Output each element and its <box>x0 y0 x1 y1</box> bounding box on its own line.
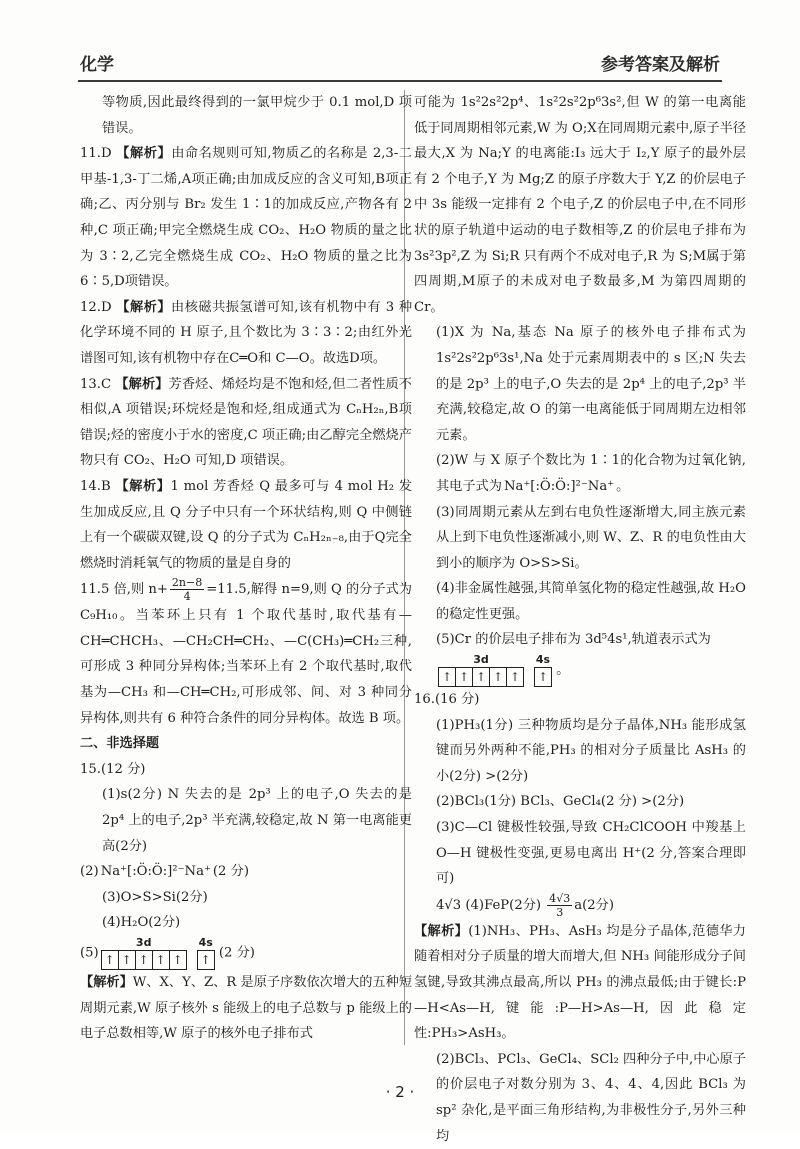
orbital-box-3d: ↑ <box>136 951 153 969</box>
body-text: (1)NH₃、PH₃、AsH₃ 均是分子晶体,范德华力随着相对分子质量的增大而增大,但 NH₃ 间能形成分子间氢键,导致其沸点最高,所以 PH₃ 的沸点最低;由于键长:P—H<As—H,键能:P—H>As—H,因此稳定性:PH₃>AsH₃。 <box>414 923 746 1042</box>
paragraph <box>414 90 746 320</box>
body-text: 16.(16 分) <box>414 692 480 708</box>
body-text: (4)H₂O(2分) <box>102 915 181 931</box>
paragraph <box>80 970 412 1047</box>
orbital-box-3d: ↑ <box>102 951 119 969</box>
orbital-group-3d <box>438 653 524 687</box>
orbital-label-3d: 3d <box>135 936 152 949</box>
paragraph <box>80 782 412 859</box>
paragraph <box>80 576 412 731</box>
analysis-tag: 【解析】 <box>80 975 133 990</box>
body-text: (2)BCl₃、PCl₃、GeCl₄、SCl₂ 四种分子中,中心原子的价层电子对数分别为 3、4、4、4,因此 BCl₃ 为 sp² 杂化,是平面三角形结构,为非极性分子,另外三种均 <box>436 1051 746 1144</box>
orbital-boxes-4s <box>534 667 552 687</box>
body-text: 由核磁共振氢谱可知,该有机物中有 3 种化学环境不同的 H 原子,且个数比为 3∶3∶2;由红外光谱图可知,该有机物中存在C═O和 C—O。故选D项。 <box>80 299 413 366</box>
section-title: 参考答案及解析 <box>601 55 720 75</box>
body-text: 由命名规则可知,物质乙的名称是 2,3-二甲基-1,3-丁二烯,A项正确;由加成反应的含义可知,B项正确;乙、丙分别与 Br₂ 发生 1∶1的加成反应,产物各有 2 种,C 项正确;甲完全燃烧生成 CO₂、H₂O 物质的量之比为 3∶2,乙完全燃烧生成 CO₂、H₂O 物质的量之比为 6∶5,D项错误。 <box>80 146 413 290</box>
paragraph <box>80 90 412 141</box>
orbital-diagram <box>101 936 215 970</box>
question-number: 12.D <box>80 299 117 315</box>
paragraph <box>414 653 746 687</box>
analysis-tag: 【解析】 <box>115 376 169 392</box>
body-text: (3)同周期元素从左到右电负性逐渐增大,同主族元素从上到下电负性逐渐减小,则 W、Z、R 的电负性由大到小的顺序为 O>S>Si。 <box>436 504 746 571</box>
score-text: (2 分) <box>214 945 255 961</box>
answer-text: (2)W 与 X 原子个数比为 1∶1的化合物为过氧化钠,其电子式为 <box>436 453 746 494</box>
body-text: (3)C—Cl 键极性较强,导致 CH₂ClCOOH 中羧基上 O—H 键极性变强,更易电离出 H⁺(2 分,答案合理即可) <box>436 820 746 887</box>
question-number: 11.D <box>80 146 117 162</box>
formula-text: =11.5,解得 n=9,则 Q 的分子式为 C₉H₁₀。当苯环上只有 1 个取代基时,取代基有—CH═CHCH₃、—CH₂CH═CH₂、—C(CH₃)═CH₂三种,可形成 3 种同分异构体;当苯环上有 2 个取代基时,取代基为—CH₃ 和—CH═CH₂,可形成邻、间、对 3 种同分异构体,则共有 6 种符合条件的同分异构体。故选 B 项。 <box>80 582 412 726</box>
section-heading: 二、非选择题 <box>80 736 160 752</box>
paragraph <box>414 789 746 815</box>
paragraph <box>414 448 746 499</box>
body-text: (1)PH₃(1分) 三种物质均是分子晶体,NH₃ 能形成氢键而另外两种不能,PH₃ 的相对分子质量比 AsH₃ 的小(2分) >(2分) <box>436 717 746 784</box>
fraction-denominator: 3 <box>556 905 564 919</box>
paragraph <box>414 500 746 577</box>
orbital-label-4s: 4s <box>198 936 213 949</box>
body-text: (5)Cr 的价层电子排布为 3d⁵4s¹,轨道表示式为 <box>436 632 711 648</box>
body-text: 15.(12 分) <box>80 761 146 777</box>
body-text: (3)O>S>Si(2分) <box>102 889 208 905</box>
paragraph <box>414 687 746 713</box>
paragraph <box>414 919 746 1047</box>
score-text: 。 <box>552 662 570 678</box>
paragraph <box>414 892 746 919</box>
orbital-box-3d: ↑ <box>490 668 507 686</box>
analysis-tag: 【解析】 <box>115 478 171 494</box>
fraction <box>547 892 572 919</box>
orbital-box-3d: ↑ <box>456 668 473 686</box>
paragraph <box>414 320 746 448</box>
body-text: W、X、Y、Z、R 是原子序数依次增大的五种短周期元素,W 原子核外 s 能级上的电子总数与 p 能级上的电子总数相等,W 原子的核外电子排布式 <box>80 975 413 1042</box>
body-text: 可能为 1s²2s²2p⁴、1s²2s²2p⁶3s²,但 W 的第一电离能低于同周期相邻元素,W 为 O;X在同周期元素中,原子半径最大,X 为 Na;Y 的电离能:I₃ 远大于 I₂,Y 原子的最外层有 2 个电子,Y 为 Mg;Z 的原子序数大于 Y,Z 的价层电子中 3s 能级一定排有 2 个电子,Z 的价层电子中,在不同形状的原子轨道中运动的电子数相等,Z 的价层电子排布为 3s²3p²,Z 为 Si;R 只有两个不成对电子,R 为 S;M属于第四周期,M原子的未成对电子数最多,M 为第四周期的 Cr。 <box>414 95 746 315</box>
answer-text: (5) <box>80 945 99 961</box>
orbital-box-3d: ↑ <box>509 670 521 685</box>
orbital-box-3d: ↑ <box>119 951 136 969</box>
orbital-box-3d: ↑ <box>172 953 183 967</box>
question-number: 4√3 <box>436 897 466 913</box>
orbital-box-3d: ↑ <box>439 668 456 686</box>
orbital-diagram <box>438 653 552 687</box>
right-column <box>414 90 746 1149</box>
question-number: 13.C <box>80 376 116 392</box>
paragraph <box>80 885 412 911</box>
body-text: (1)s(2分) N 失去的是 2p³ 上的电子,O 失去的是 2p⁴ 上的电子,2p³ 半充满,较稳定,故 N 第一电离能更高(2分) <box>102 787 412 854</box>
orbital-label-3d: 3d <box>473 653 489 667</box>
paragraph <box>80 757 412 783</box>
subject-title: 化学 <box>80 55 114 75</box>
orbital-box-3d: ↑ <box>473 668 490 686</box>
paragraph <box>80 936 412 970</box>
answer-text: (4)FeP(2分) <box>465 897 546 913</box>
fraction-numerator: 4√3 <box>549 891 571 905</box>
paragraph <box>414 576 746 627</box>
orbital-boxes-4s <box>197 950 215 970</box>
body-text: 1 mol 芳香烃 Q 最多可与 4 mol H₂ 发生加成反应,且 Q 分子中只有一个环状结构,则 Q 中侧链上有一个碳碳双键,设 Q 的分子式为 CₙH₂ₙ₋₈,由于Q完全燃烧时消耗氧气的物质的量是自身的 <box>80 478 412 571</box>
orbital-boxes-3d <box>438 667 524 687</box>
analysis-tag: 【解析】 <box>414 923 469 939</box>
body-text: (2)BCl₃(1分) BCl₃、GeCl₄(2 分) >(2分) <box>436 794 685 810</box>
orbital-group-4s <box>197 936 215 970</box>
body-text: 芳香烃、烯烃均是不饱和烃,但二者性质不相似,A 项错误;环烷烃是饱和烃,组成通式为 CₙH₂ₙ,B项错误;烃的密度小于水的密度,C 项正确;由乙醇完全燃烧产物只有 CO₂、H₂O 可知,D 项错误。 <box>80 376 412 469</box>
body-text: (1)X 为 Na,基态 Na 原子的核外电子排布式为 1s²2s²2p⁶3s¹,Na 处于元素周期表中的 s 区;N 失去的是 2p³ 上的电子,O 失去的是 2p⁴ 上的电子,2p³ 半充满,较稳定,故 O 的第一电离能低于同周期左边相邻元素。 <box>436 325 746 443</box>
orbital-boxes-3d <box>101 950 187 970</box>
paragraph <box>80 372 412 474</box>
analysis-tag: 【解析】 <box>116 299 172 315</box>
electron-formula: Na⁺[:Ö:Ö:]²⁻Na⁺ <box>100 864 211 880</box>
score-text: (2 分) <box>212 864 249 880</box>
orbital-box-4s: ↑ <box>200 953 211 967</box>
left-column <box>80 90 412 1047</box>
paragraph <box>80 859 412 885</box>
body-text: 等物质,因此最终得到的一氯甲烷少于 0.1 mol,D 项错误。 <box>102 95 412 136</box>
page-number: · 2 · <box>385 1083 415 1101</box>
analysis-tag: 【解析】 <box>116 146 172 162</box>
fraction <box>170 576 204 603</box>
paragraph <box>80 474 412 576</box>
score-text: 。 <box>616 478 630 494</box>
paragraph <box>414 815 746 892</box>
answer-text: (2) <box>80 864 99 880</box>
orbital-group-3d <box>101 936 187 970</box>
orbital-group-4s <box>534 653 552 687</box>
paragraph <box>414 713 746 790</box>
orbital-box-4s: ↑ <box>537 670 549 685</box>
paragraph <box>80 910 412 936</box>
orbital-box-3d: ↑ <box>153 951 170 969</box>
formula-text: 11.5 倍,则 n+ <box>80 582 168 598</box>
fraction-denominator: 4 <box>183 590 191 604</box>
paragraph <box>414 627 746 653</box>
question-number: 14.B <box>80 478 116 494</box>
answer-text: a(2分) <box>574 897 614 913</box>
header-divider <box>78 80 722 82</box>
electron-formula: Na⁺[:Ö:Ö:]²⁻Na⁺ <box>503 478 615 494</box>
orbital-label-4s: 4s <box>535 653 551 667</box>
fraction-numerator: 2n−8 <box>171 576 203 590</box>
paragraph <box>80 141 412 295</box>
paragraph <box>80 295 412 372</box>
body-text: (4)非金属性越强,其简单氢化物的稳定性越强,故 H₂O 的稳定性更强。 <box>436 581 746 622</box>
